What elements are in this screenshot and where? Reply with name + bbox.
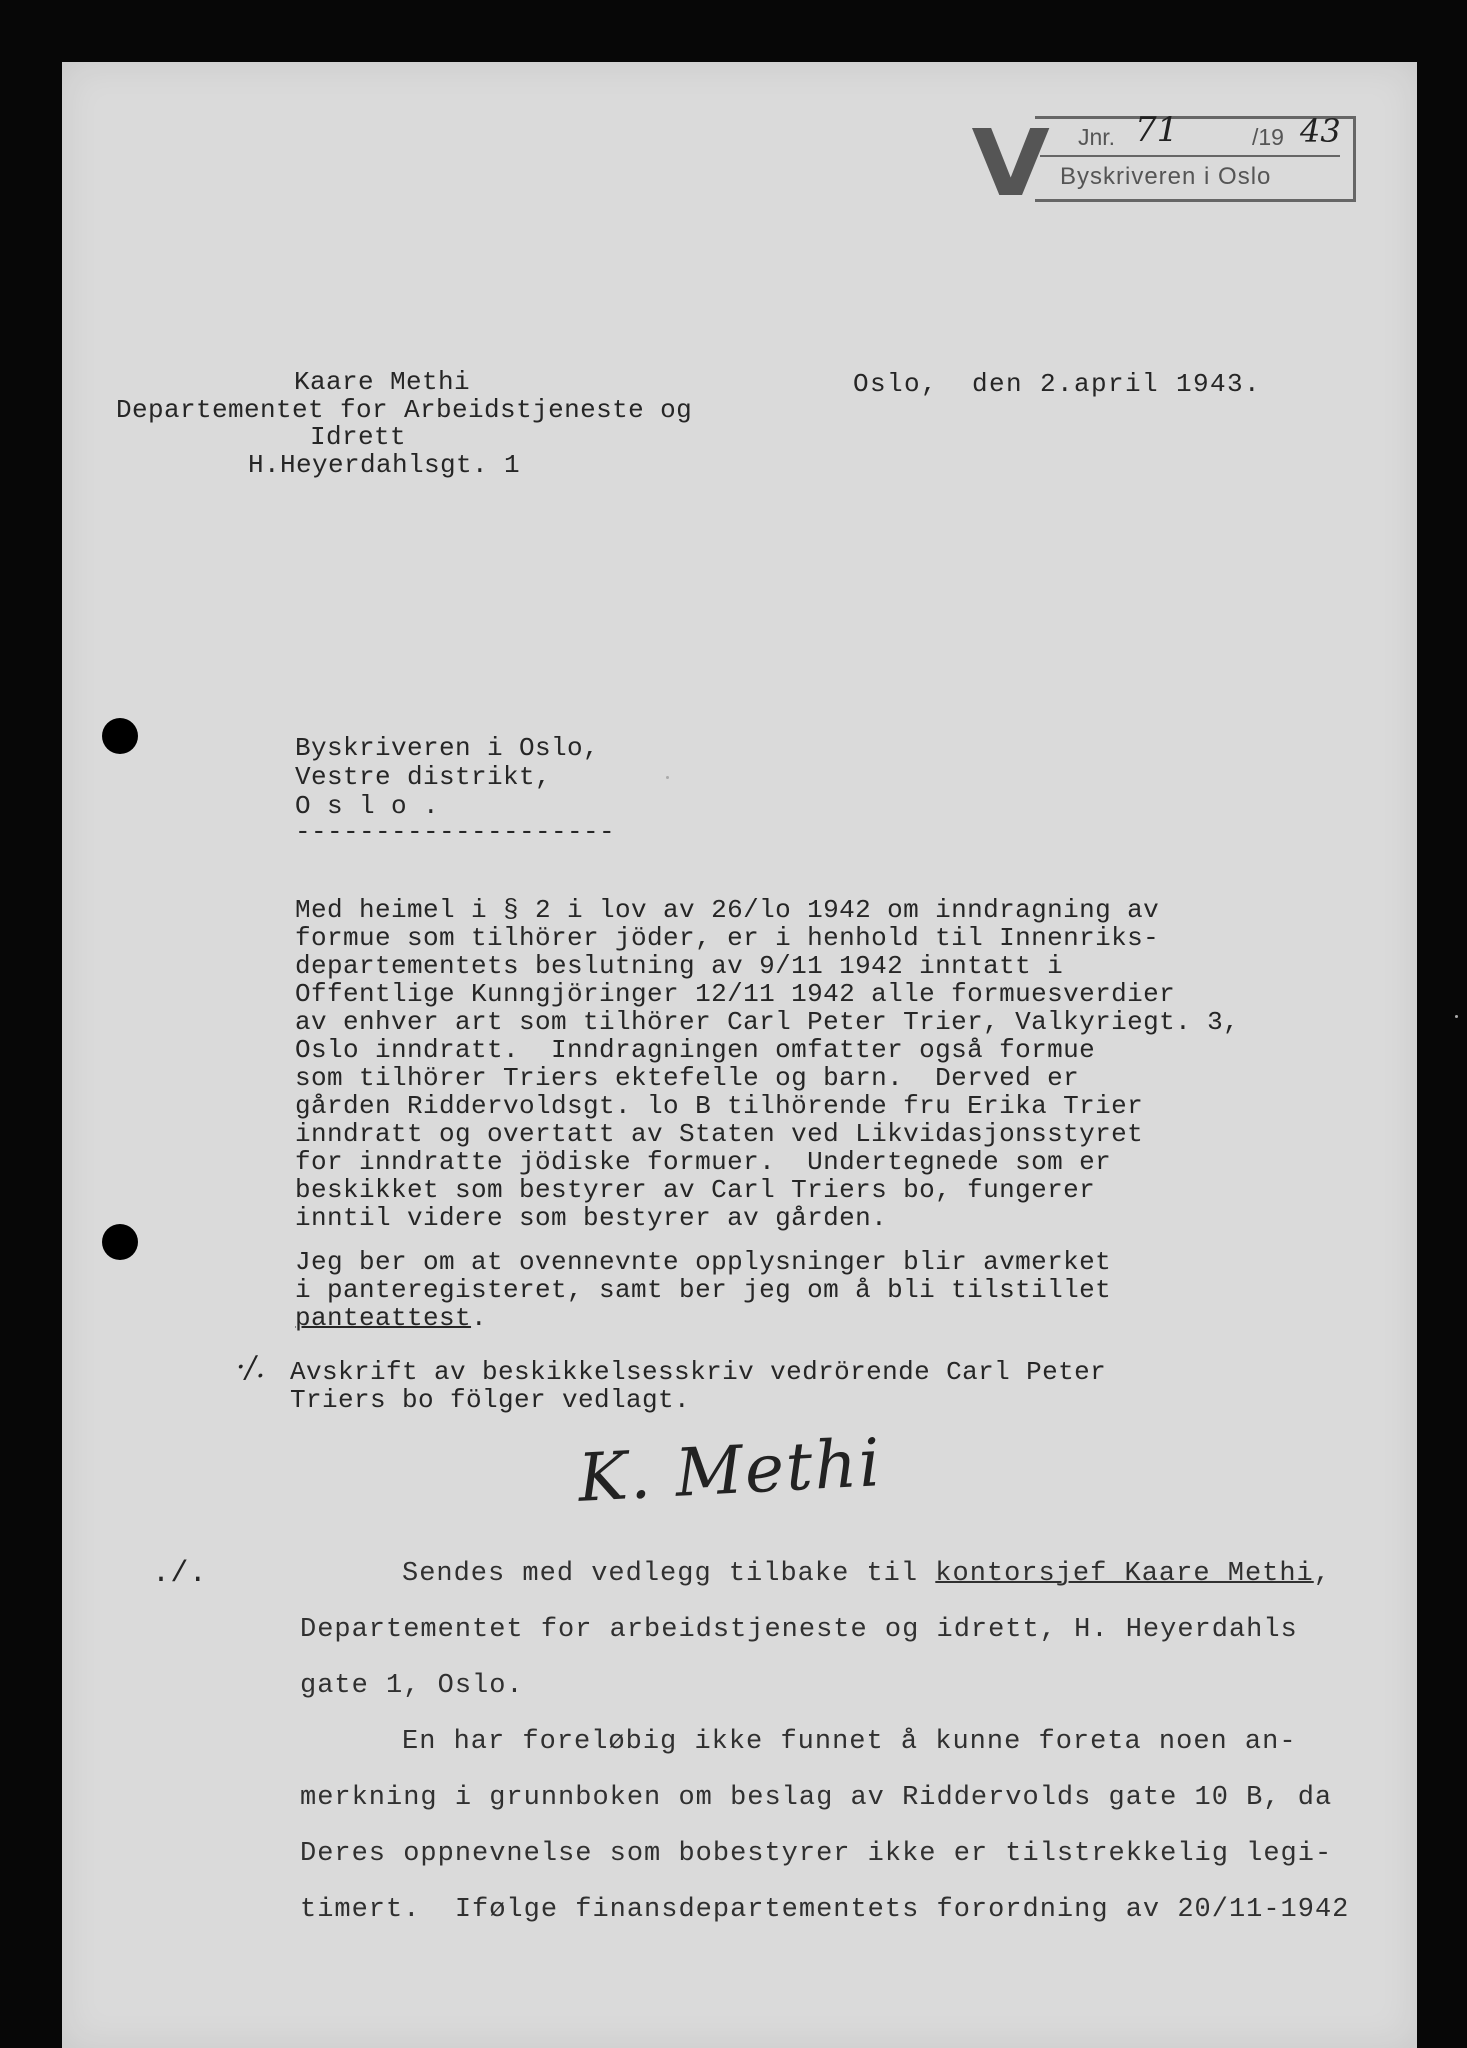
punch-hole-top — [102, 718, 138, 754]
reply-enclosure-mark: ./. — [152, 1557, 208, 1591]
reply-line5: merkning i grunnboken om beslag av Riddervolds gate 10 B, da — [300, 1783, 1333, 1813]
request-line3: panteattest. — [295, 1303, 488, 1333]
recipient-line1: Byskriveren i Oslo, — [295, 733, 600, 763]
sender-address: H.Heyerdahlsgt. 1 — [248, 450, 521, 480]
request-line2: i panteregisteret, samt ber jeg om å bli tilstillet — [295, 1275, 1112, 1305]
stamp-year-prefix: /19 — [1252, 124, 1284, 150]
stamp-v-mark: V — [971, 110, 1050, 217]
paper-speck — [1455, 1015, 1458, 1018]
paragraph-line: Oslo inndratt. Inndragningen omfatter også formue — [295, 1035, 1096, 1065]
stamp-year-suffix: 43 — [1300, 112, 1341, 150]
recipient-rule: -------------------- — [295, 817, 616, 847]
paragraph-line: departementets beslutning av 9/11 1942 inntatt i — [295, 951, 1064, 981]
enclosure-mark: ·/. — [236, 1350, 266, 1385]
reply-recipient-underlined: kontorsjef Kaare Methi — [935, 1559, 1314, 1589]
request-line1: Jeg ber om at ovennevnte opplysninger blir avmerket — [295, 1247, 1112, 1277]
paragraph-line: formue som tilhörer jöder, er i henhold til Innenriks- — [295, 923, 1160, 953]
punch-hole-bottom — [102, 1224, 138, 1260]
paragraph-line: Med heimel i § 2 i lov av 26/lo 1942 om inndragning av — [295, 895, 1160, 925]
paragraph-line: som tilhörer Triers ektefelle og barn. Derved er — [295, 1063, 1080, 1093]
paragraph-line: beskikket som bestyrer av Carl Triers bo, fungerer — [295, 1175, 1096, 1205]
paragraph-line: inntil videre som bestyrer av gården. — [295, 1203, 888, 1233]
paragraph-line: av enhver art som tilhörer Carl Peter Trier, Valkyriegt. 3, — [295, 1007, 1240, 1037]
paragraph-line: for inndratte jödiske formuer. Undertegnede som er — [295, 1147, 1112, 1177]
paragraph-line: Offentlige Kunngjöringer 12/11 1942 alle formuesverdier — [295, 979, 1176, 1009]
reply-line1: Sendes med vedlegg tilbake til kontorsjef Kaare Methi, — [402, 1559, 1331, 1589]
recipient-line2: Vestre distrikt, — [295, 762, 552, 792]
paragraph-line: gården Riddervoldsgt. lo B tilhörende fru Erika Trier — [295, 1091, 1144, 1121]
paragraph-line: inndratt og overtatt av Staten ved Likvidasjonsstyret — [295, 1119, 1144, 1149]
sender-name: Kaare Methi — [294, 367, 471, 397]
letter-date: Oslo, den 2.april 1943. — [853, 369, 1262, 399]
recipient-line3: O s l o . — [295, 791, 440, 821]
stamp-journal-prefix: Jnr. — [1078, 124, 1116, 150]
reply-line3: gate 1, Oslo. — [300, 1671, 524, 1701]
stamp-office: Byskriveren i Oslo — [1060, 163, 1272, 190]
panteattest-underlined: panteattest — [295, 1303, 472, 1333]
enclosure-line2: Triers bo fölger vedlagt. — [290, 1385, 691, 1415]
sender-dept-line2: Idrett — [310, 422, 407, 452]
reply-line4: En har foreløbig ikke funnet å kunne foreta noen an- — [402, 1727, 1297, 1757]
paper-speck — [666, 776, 669, 779]
reply-line2: Departementet for arbeidstjeneste og idrett, H. Heyerdahls — [300, 1615, 1298, 1645]
stamp-divider — [1040, 155, 1340, 157]
reply-line7: timert. Ifølge finansdepartementets forordning av 20/11-1942 — [300, 1895, 1350, 1925]
stamp-journal-number: 71 — [1135, 110, 1179, 150]
sender-dept-line1: Departementet for Arbeidstjeneste og — [116, 395, 693, 425]
reply-line6: Deres oppnevnelse som bobestyrer ikke er tilstrekkelig legi- — [300, 1839, 1333, 1869]
handwritten-signature: K. Methi — [576, 1424, 884, 1517]
enclosure-line1: Avskrift av beskikkelsesskriv vedrörende Carl Peter — [290, 1357, 1107, 1387]
